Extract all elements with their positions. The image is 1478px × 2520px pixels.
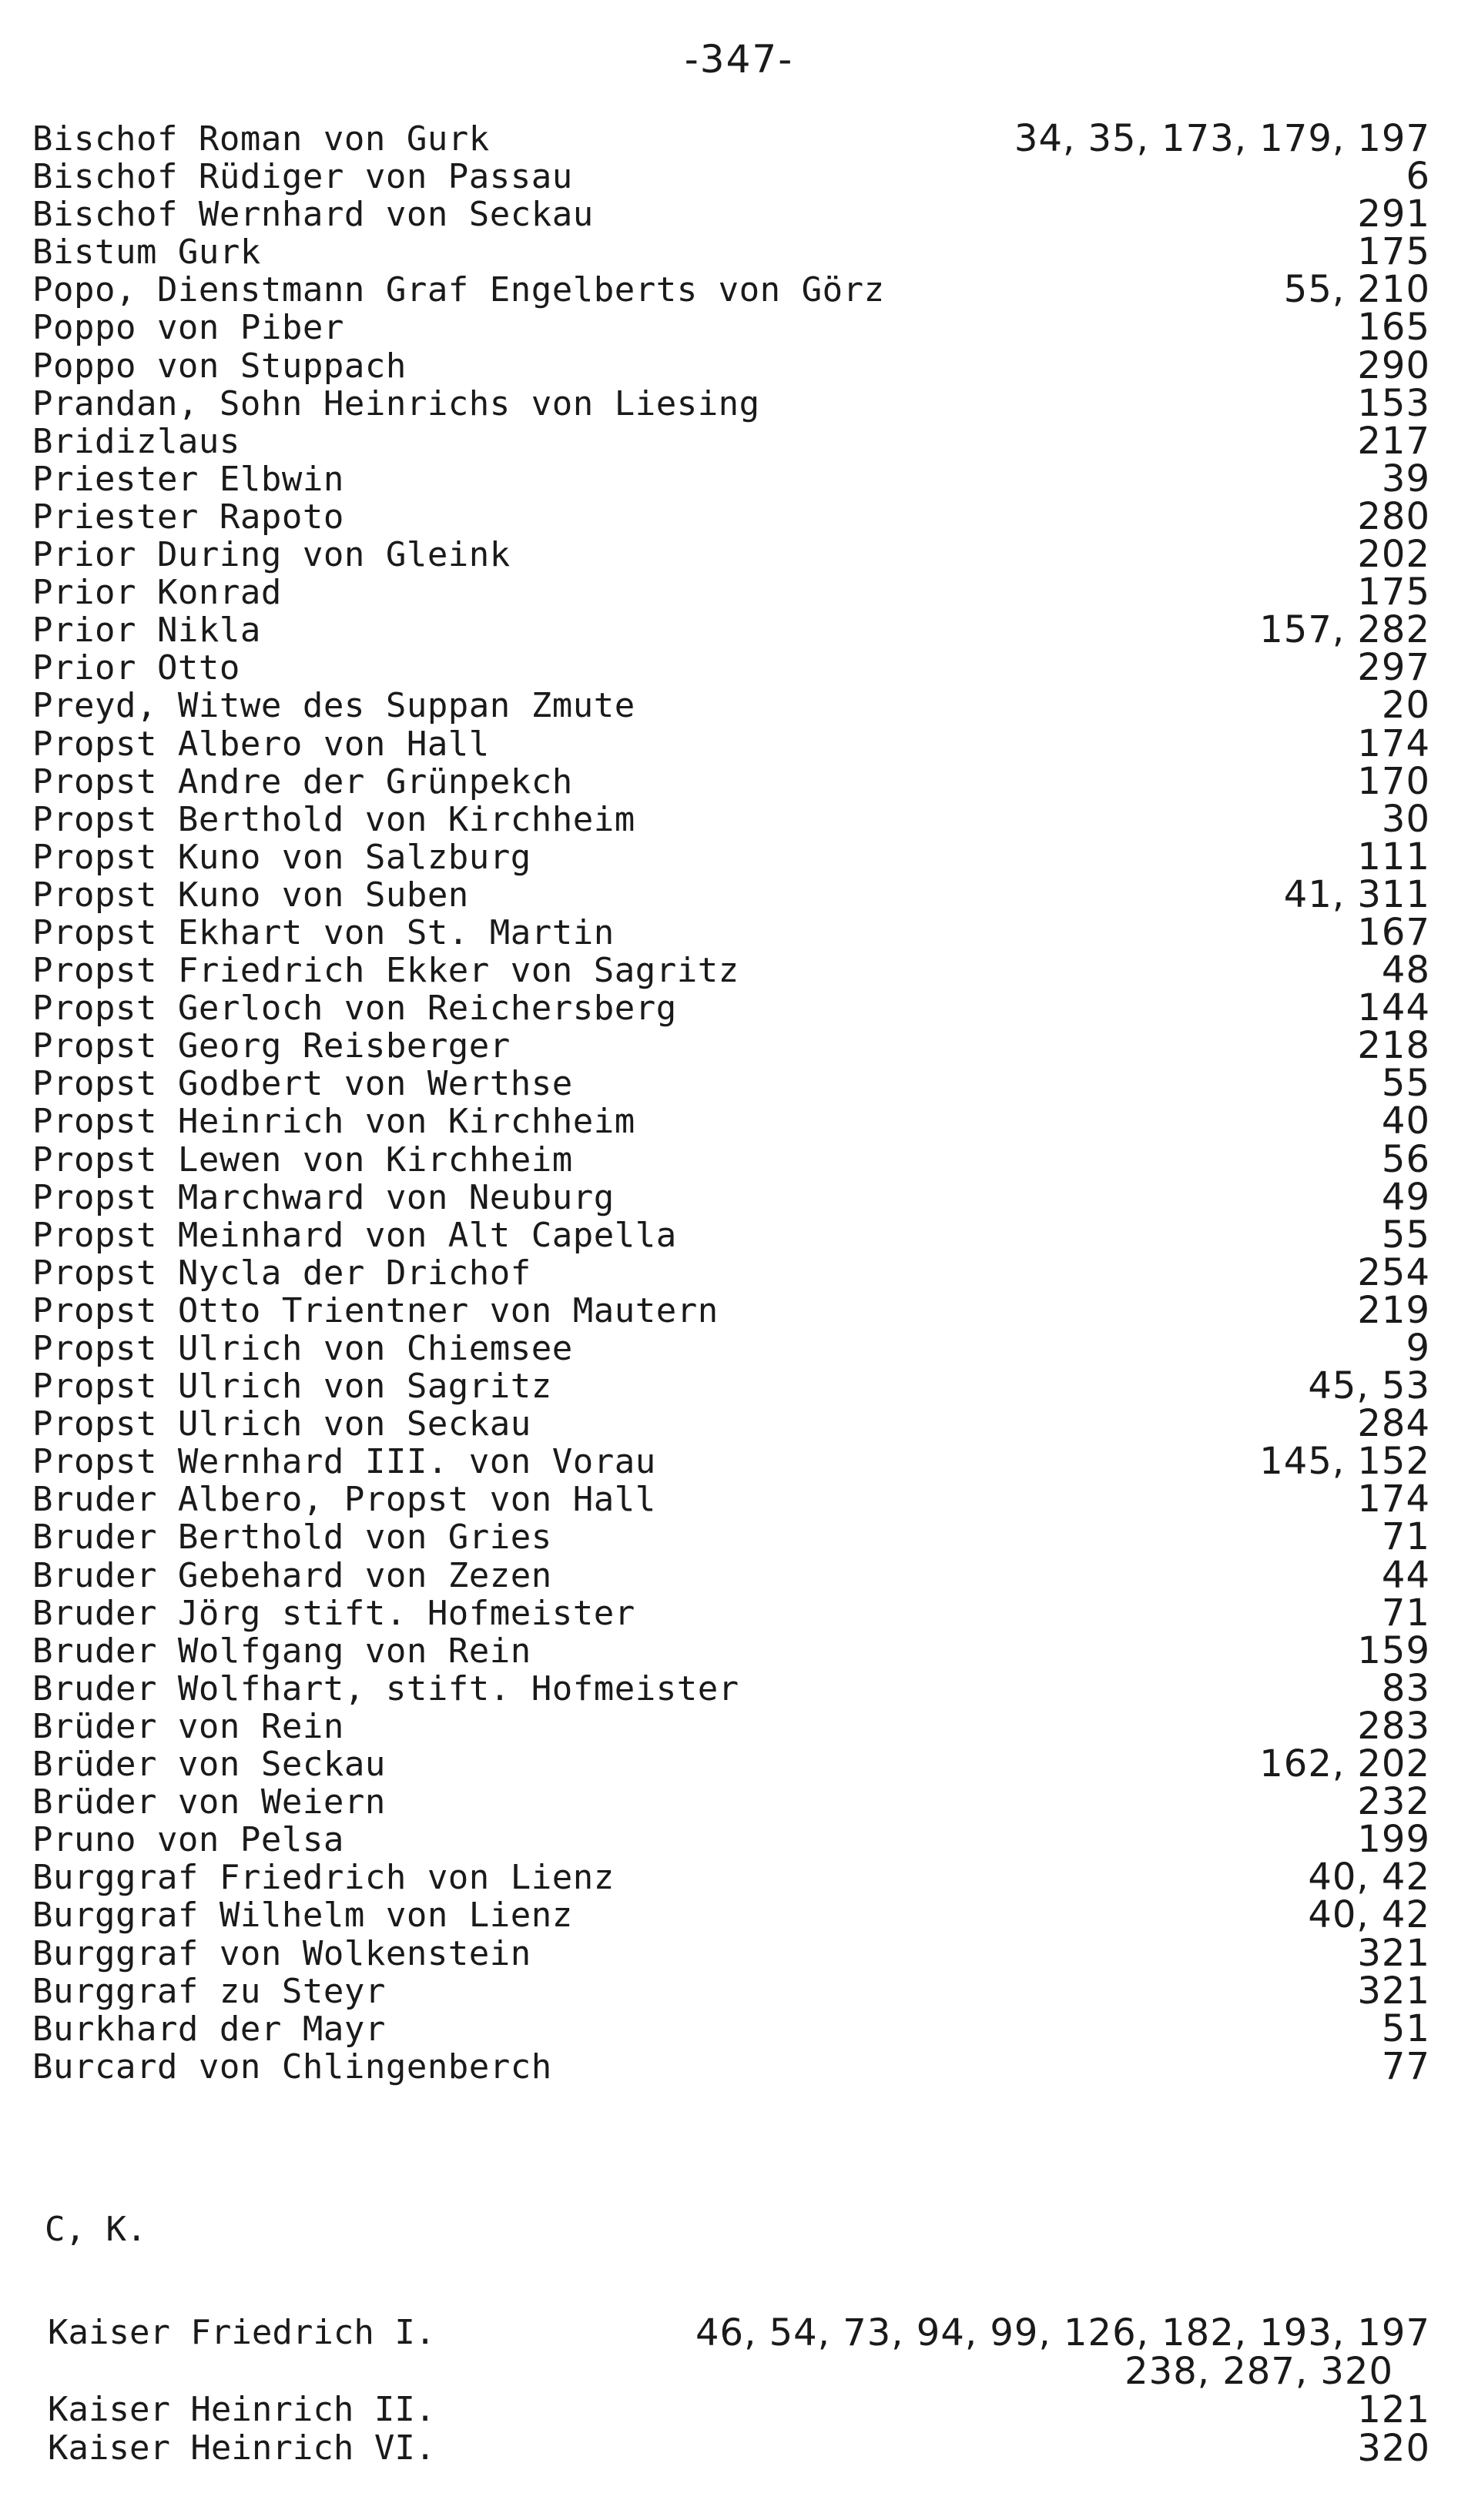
index-entry: [32, 155, 1430, 199]
entry-name: Propst Ulrich von Chiemsee: [32, 1329, 573, 1368]
entry-pages: 55, 210: [1283, 268, 1430, 312]
index-entry: [32, 1666, 1430, 1710]
index-entry: [32, 684, 1430, 728]
entry-name: Propst Heinrich von Kirchheim: [32, 1102, 635, 1142]
index-entry: [32, 1364, 1430, 1408]
entry-name: Propst Ulrich von Seckau: [32, 1404, 531, 1444]
entry-pages: 167: [1357, 910, 1430, 954]
index-entry: [32, 1515, 1430, 1559]
entry-name: Propst Kuno von Salzburg: [32, 837, 531, 877]
entry-name: Bridizlaus: [32, 421, 240, 461]
entry-pages: 111: [1357, 835, 1430, 878]
entry-name: Burcard von Chlingenberch: [32, 2046, 552, 2087]
entry-pages: 44: [1381, 1553, 1430, 1597]
entry-name: Bischof Rüdiger von Passau: [32, 157, 573, 197]
index-entry: [32, 1969, 1430, 2013]
index-entry: [32, 381, 1430, 425]
index-entry: [32, 1780, 1430, 1824]
entry-name: Bruder Wolfhart, stift. Hofmeister: [32, 1668, 739, 1708]
entry-name: Bruder Gebehard von Zezen: [32, 1555, 552, 1595]
entry-name: Bruder Albero, Propst von Hall: [32, 1480, 656, 1520]
entry-name: Prior Otto: [32, 648, 240, 688]
entry-name: Prior Nikla: [32, 611, 261, 651]
entry-name: Propst Ulrich von Sagritz: [32, 1367, 552, 1407]
entry-name: Bistum Gurk: [32, 233, 261, 273]
index-entry: [32, 1893, 1430, 1937]
entry-name: Prandan, Sohn Heinrichs von Liesing: [32, 383, 760, 423]
index-entry: [32, 1818, 1430, 1862]
entry-name: Brüder von Rein: [32, 1706, 344, 1746]
entry-pages: 153: [1357, 381, 1430, 425]
index-entry: [32, 1024, 1430, 1068]
index-entry: [32, 192, 1430, 236]
entry-name: Kaiser Heinrich II.: [48, 2390, 436, 2429]
index-entry: [32, 343, 1430, 387]
index-entry: [32, 268, 1430, 312]
index-entry: [32, 1062, 1430, 1106]
entry-name: Burggraf von Wolkenstein: [32, 1933, 531, 1973]
entry-name: Propst Ekhart von St. Martin: [32, 912, 615, 952]
entry-name: Propst Albero von Hall: [32, 724, 490, 764]
entry-pages: 39: [1381, 457, 1430, 500]
entry-pages: 121: [1357, 2388, 1430, 2431]
entry-pages: 238, 287, 320: [1124, 2350, 1393, 2393]
entry-pages: 9: [1406, 1327, 1430, 1370]
index-entry: [32, 2044, 1430, 2088]
index-entry: [48, 2311, 1430, 2354]
entry-name: Kaiser Heinrich VI.: [48, 2428, 436, 2468]
entry-name: Propst Wernhard III. von Vorau: [32, 1442, 656, 1482]
index-entry: [32, 1931, 1430, 1975]
entry-pages: 174: [1357, 1478, 1430, 1521]
entry-pages: 280: [1357, 494, 1430, 538]
entry-pages: 165: [1357, 306, 1430, 350]
entry-pages: 199: [1357, 1818, 1430, 1862]
entry-name: Burkhard der Mayr: [32, 2009, 386, 2049]
entry-pages: 55: [1381, 1062, 1430, 1106]
index-entry: [32, 1213, 1430, 1257]
entry-pages: 157, 282: [1259, 608, 1430, 652]
index-entry: [32, 306, 1430, 350]
entry-name: Bruder Jörg stift. Hofmeister: [32, 1593, 635, 1633]
entry-pages: 202: [1357, 533, 1430, 577]
index-entry: [32, 1440, 1430, 1484]
index-entry: [32, 2006, 1430, 2050]
entry-pages: 219: [1357, 1288, 1430, 1332]
entry-name: Preyd, Witwe des Suppan Zmute: [32, 686, 635, 726]
entry-pages: 45, 53: [1308, 1364, 1430, 1408]
entry-pages: 320: [1357, 2427, 1430, 2470]
index-entry: [32, 457, 1430, 500]
entry-pages: 6: [1406, 155, 1430, 199]
index-entry: [32, 571, 1430, 614]
index-entry: [32, 910, 1430, 954]
index-entry: [32, 1591, 1430, 1635]
index-entry: [32, 835, 1430, 878]
entry-pages: 71: [1381, 1591, 1430, 1635]
index-entry: [48, 2388, 1430, 2431]
entry-pages: 145, 152: [1259, 1440, 1430, 1484]
entry-pages: 49: [1381, 1175, 1430, 1219]
index-entry: [32, 1137, 1430, 1181]
entry-name: Propst Godbert von Werthse: [32, 1064, 573, 1104]
entry-pages: 40: [1381, 1099, 1430, 1143]
k-index-entries: [48, 2311, 1430, 2470]
entry-pages: 297: [1357, 646, 1430, 690]
entry-pages: 175: [1357, 230, 1430, 274]
index-entry: [32, 646, 1430, 690]
entry-name: Bruder Wolfgang von Rein: [32, 1631, 531, 1671]
entry-pages: 159: [1357, 1628, 1430, 1672]
index-entry: [32, 1175, 1430, 1219]
entry-name: Poppo von Piber: [32, 308, 344, 348]
entry-pages: 254: [1357, 1250, 1430, 1294]
entry-pages: 20: [1381, 684, 1430, 728]
entry-name: Propst Otto Trientner von Mautern: [32, 1290, 719, 1330]
entry-pages: 174: [1357, 721, 1430, 765]
index-entry: [32, 1478, 1430, 1521]
entry-name: Bischof Roman von Gurk: [32, 119, 490, 159]
entry-pages: 83: [1381, 1666, 1430, 1710]
index-entry: [32, 117, 1430, 160]
entry-pages: 51: [1381, 2006, 1430, 2050]
entry-name: Propst Lewen von Kirchheim: [32, 1140, 573, 1180]
entry-name: Propst Friedrich Ekker von Sagritz: [32, 951, 739, 991]
entry-name: Propst Marchward von Neuburg: [32, 1177, 615, 1217]
index-entry: [32, 1099, 1430, 1143]
entry-name: Propst Gerloch von Reichersberg: [32, 989, 677, 1029]
index-entry: [32, 1402, 1430, 1446]
entry-pages: 283: [1357, 1704, 1430, 1748]
entry-pages: 56: [1381, 1137, 1430, 1181]
entry-pages: 232: [1357, 1780, 1430, 1824]
index-entries: [32, 117, 1430, 2088]
entry-pages: 170: [1357, 759, 1430, 803]
index-entry: [32, 419, 1430, 463]
index-entry: [32, 1856, 1430, 1899]
entry-pages: 218: [1357, 1024, 1430, 1068]
entry-pages: 284: [1357, 1402, 1430, 1446]
index-entry: [32, 797, 1430, 841]
index-entry: [32, 949, 1430, 992]
entry-pages: 77: [1381, 2044, 1430, 2088]
index-entry: [32, 1628, 1430, 1672]
page-number: -347-: [684, 37, 794, 82]
entry-name: Propst Kuno von Suben: [32, 875, 469, 915]
index-entry: [32, 608, 1430, 652]
entry-pages: 30: [1381, 797, 1430, 841]
index-entry: [32, 230, 1430, 274]
entry-pages: 41, 311: [1283, 872, 1430, 916]
entry-name: Propst Georg Reisberger: [32, 1026, 511, 1066]
index-entry: [32, 1288, 1430, 1332]
index-entry: [32, 872, 1430, 916]
index-entry: [32, 986, 1430, 1030]
entry-name: Brüder von Weiern: [32, 1782, 386, 1822]
entry-name: Propst Andre der Grünpekch: [32, 761, 573, 802]
entry-name: Propst Berthold von Kirchheim: [32, 799, 635, 839]
entry-name: Popo, Dienstmann Graf Engelberts von Görz: [32, 270, 885, 310]
entry-pages: 55: [1381, 1213, 1430, 1257]
entry-pages: 290: [1357, 343, 1430, 387]
entry-pages: 40, 42: [1308, 1856, 1430, 1899]
entry-name: Priester Elbwin: [32, 459, 344, 499]
index-entry: [32, 1553, 1430, 1597]
entry-pages: 162, 202: [1259, 1742, 1430, 1786]
entry-pages: 40, 42: [1308, 1893, 1430, 1937]
entry-name: Propst Nycla der Drichof: [32, 1253, 531, 1293]
entry-name: Bruder Berthold von Gries: [32, 1518, 552, 1558]
entry-name: Brüder von Seckau: [32, 1745, 386, 1785]
index-entry: [32, 759, 1430, 803]
entry-name: Pruno von Pelsa: [32, 1820, 344, 1860]
index-entry: [32, 1327, 1430, 1370]
entry-name: Prior During von Gleink: [32, 535, 511, 575]
entry-pages: 71: [1381, 1515, 1430, 1559]
entry-pages: 217: [1357, 419, 1430, 463]
entry-pages: 48: [1381, 949, 1430, 992]
index-entry: [32, 533, 1430, 577]
index-entry: [32, 1704, 1430, 1748]
entry-name: Burggraf Friedrich von Lienz: [32, 1858, 615, 1898]
entry-name: Burggraf zu Steyr: [32, 1971, 386, 2011]
entry-name: Propst Meinhard von Alt Capella: [32, 1215, 677, 1255]
entry-pages: 321: [1357, 1931, 1430, 1975]
entry-pages: 291: [1357, 192, 1430, 236]
entry-name: Poppo von Stuppach: [32, 346, 407, 386]
entry-name: Priester Rapoto: [32, 497, 344, 537]
entry-name: Prior Konrad: [32, 573, 282, 613]
entry-name: Kaiser Friedrich I.: [48, 2313, 436, 2352]
entry-name: Bischof Wernhard von Seckau: [32, 195, 594, 235]
index-entry-continuation: [48, 2352, 1430, 2391]
index-entry: [32, 721, 1430, 765]
entry-pages: 46, 54, 73, 94, 99, 126, 182, 193, 197: [695, 2311, 1430, 2354]
index-entry: [32, 1250, 1430, 1294]
entry-pages: 144: [1357, 986, 1430, 1030]
entry-name: Burggraf Wilhelm von Lienz: [32, 1896, 573, 1936]
index-entry: [32, 494, 1430, 538]
section-heading: C, K.: [45, 2210, 147, 2249]
entry-pages: 175: [1357, 571, 1430, 614]
entry-pages: 34, 35, 173, 179, 197: [1014, 117, 1430, 160]
entry-pages: 321: [1357, 1969, 1430, 2013]
index-entry: [32, 1742, 1430, 1786]
index-entry: [48, 2429, 1430, 2468]
